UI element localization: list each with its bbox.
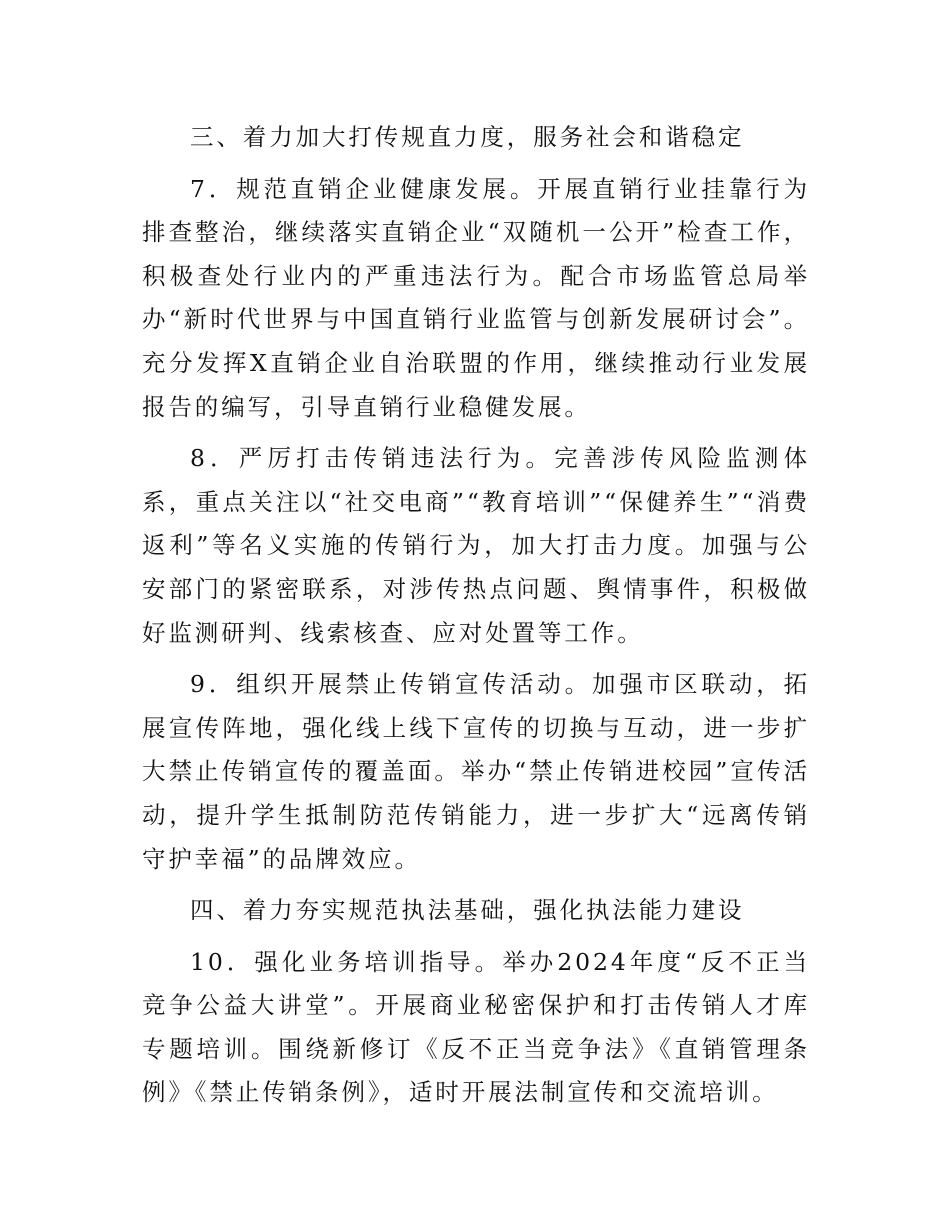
paragraph-item-8: 8．严厉打击传销违法行为。完善涉传风险监测体系，重点关注以“社交电商”“教育培训”“保健养生”“消费返利”等名义实施的传销行为，加大打击力度。加强与公安部门的紧密联系，对涉传热点问题、舆情事件，积极做好监测研判、线索核查、应对处置等工作。 bbox=[142, 444, 810, 647]
section-heading-3: 三、着力加大打传规直力度，服务社会和谐稳定 bbox=[190, 123, 745, 151]
section-heading-4: 四、着力夯实规范执法基础，强化执法能力建设 bbox=[190, 896, 745, 925]
document-page bbox=[142, 116, 810, 1115]
paragraph-item-9: 9．组织开展禁止传销宣传活动。加强市区联动，拓展宣传阵地，强化线上线下宣传的切换与互动，进一步扩大禁止传销宣传的覆盖面。举办“禁止传销进校园”宣传活动，提升学生抵制防范传销能力，进一步扩大“远离传销守护幸福”的品牌效应。 bbox=[142, 670, 810, 873]
paragraph-item-7: 7．规范直销企业健康发展。开展直销行业挂靠行为排查整治，继续落实直销企业“双随机一公开”检查工作，积极查处行业内的严重违法行为。配合市场监管总局举办“新时代世界与中国直销行业监管与创新发展研讨会”。充分发挥X直销企业自治联盟的作用，继续推动行业发展报告的编写，引导直销行业稳健发展。 bbox=[142, 174, 810, 421]
paragraph-item-10: 10．强化业务培训指导。举办2024年度“反不正当竞争公益大讲堂”。开展商业秘密保护和打击传销人才库专题培训。围绕新修订《反不正当竞争法》《直销管理条例》《禁止传销条例》，适时开展法制宣传和交流培训。 bbox=[142, 947, 810, 1107]
